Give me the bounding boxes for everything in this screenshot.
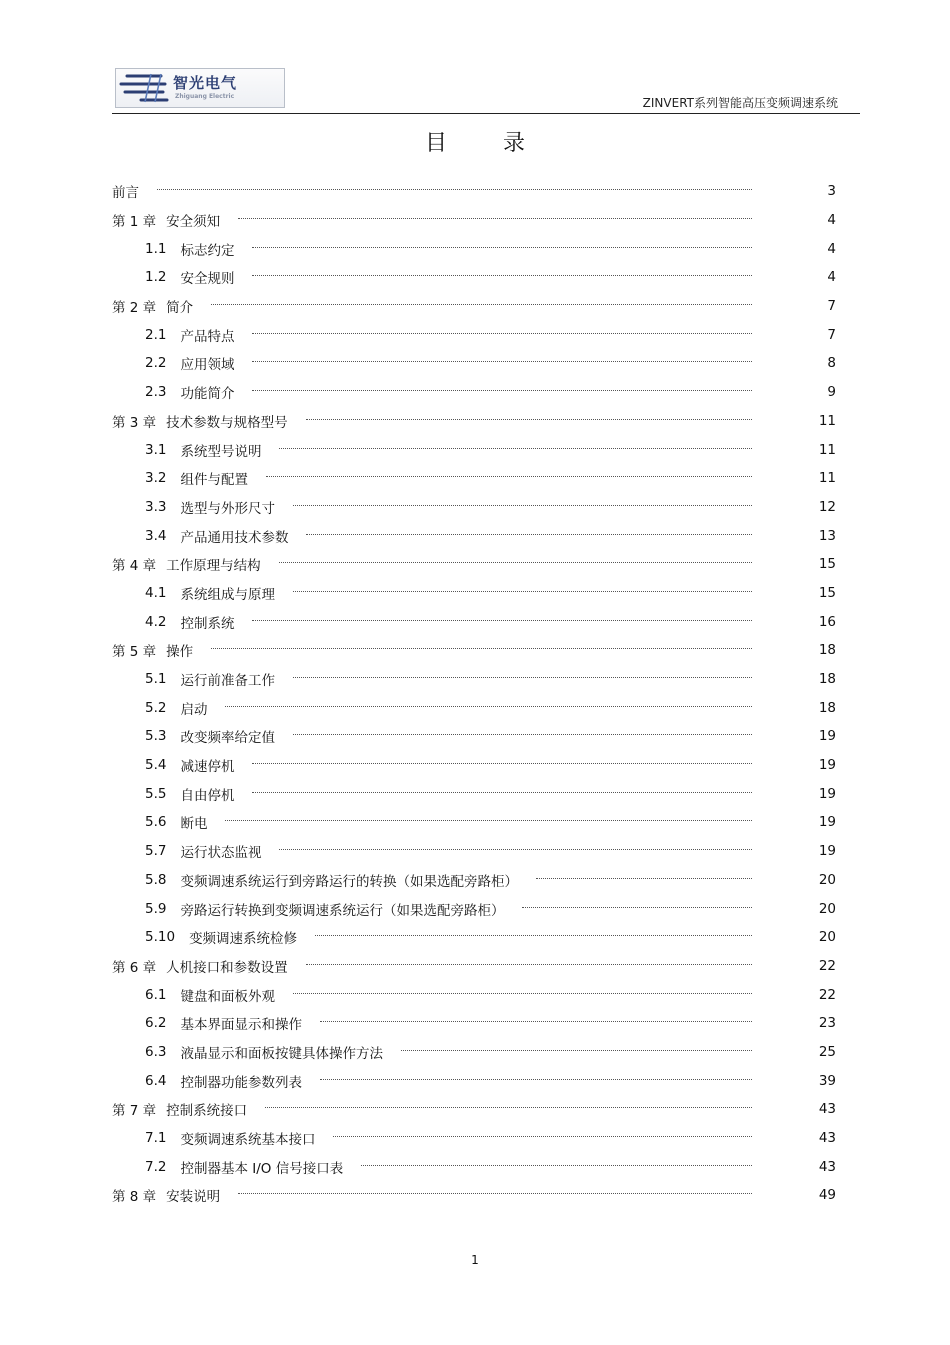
toc-entry-label: 简介 [166, 300, 194, 317]
toc-entry-label: 控制系统 [180, 615, 235, 632]
toc-entry[interactable] [112, 952, 836, 981]
toc-entry-label: 断电 [180, 816, 208, 833]
toc-entry-page: 20 [818, 929, 836, 946]
toc-dot-leader [279, 848, 752, 850]
toc-entry[interactable] [112, 866, 836, 895]
toc-entry-page: 7 [827, 326, 836, 343]
toc-entry[interactable] [112, 808, 836, 837]
toc-dot-leader [266, 475, 752, 477]
toc-entry-label: 基本界面显示和操作 [180, 1017, 302, 1034]
toc-entry-number: 3.2 [145, 470, 167, 487]
toc-entry-page: 22 [818, 986, 836, 1003]
toc-entry-label: 产品通用技术参数 [180, 529, 289, 546]
toc-entry[interactable] [112, 894, 836, 923]
toc-dot-leader [211, 647, 752, 649]
toc-entry-label: 运行状态监视 [180, 845, 262, 862]
toc-entry-page: 12 [818, 498, 836, 515]
toc-entry-page: 19 [818, 728, 836, 745]
toc-entry-page: 4 [827, 269, 836, 286]
toc-entry-number: 6.2 [145, 1015, 167, 1032]
toc-dot-leader [279, 447, 752, 449]
toc-entry[interactable] [112, 1181, 836, 1210]
toc-entry-page: 39 [818, 1072, 836, 1089]
toc-entry[interactable] [112, 493, 836, 522]
toc-entry[interactable] [112, 607, 836, 636]
toc-entry[interactable] [112, 779, 836, 808]
toc-entry[interactable] [112, 435, 836, 464]
toc-dot-leader [315, 934, 752, 936]
toc-entry-number: 7.2 [145, 1158, 167, 1175]
toc-entry-number: 2.2 [145, 355, 167, 372]
toc-entry-label: 液晶显示和面板按键具体操作方法 [180, 1045, 383, 1062]
table-of-contents [112, 177, 836, 1210]
toc-dot-leader [211, 303, 752, 305]
toc-entry[interactable] [112, 1124, 836, 1153]
toc-entry-number: 5.6 [145, 814, 167, 831]
toc-dot-leader [252, 332, 752, 334]
toc-entry-page: 13 [818, 527, 836, 544]
toc-entry[interactable] [112, 751, 836, 780]
toc-entry-page: 11 [818, 470, 836, 487]
toc-entry-page: 43 [818, 1130, 836, 1147]
toc-entry-page: 19 [818, 843, 836, 860]
toc-entry-label: 减速停机 [180, 759, 235, 776]
toc-entry-page: 15 [818, 584, 836, 601]
toc-entry-label: 功能简介 [180, 386, 235, 403]
toc-dot-leader [252, 389, 752, 391]
toc-entry[interactable] [112, 263, 836, 292]
toc-entry-number: 2.3 [145, 384, 167, 401]
toc-entry-number: 5.5 [145, 785, 167, 802]
toc-entry[interactable] [112, 206, 836, 235]
toc-entry[interactable] [112, 349, 836, 378]
toc-entry-label: 技术参数与规格型号 [166, 414, 288, 431]
toc-entry-number: 第 8 章 [112, 1189, 157, 1206]
toc-entry-label: 安全须知 [166, 214, 221, 231]
toc-entry-number: 第 2 章 [112, 300, 157, 317]
toc-entry-number: 3.1 [145, 441, 167, 458]
toc-entry[interactable] [112, 1009, 836, 1038]
toc-entry-number: 6.1 [145, 986, 167, 1003]
logo-company-name-en: Zhiguang Electric [175, 93, 235, 100]
toc-entry-label: 操作 [166, 644, 194, 661]
page-number: 1 [471, 1253, 479, 1267]
toc-entry-page: 4 [827, 212, 836, 229]
toc-dot-leader [225, 819, 752, 821]
logo-mark-icon [117, 70, 173, 104]
toc-entry-number: 5.9 [145, 900, 167, 917]
toc-entry[interactable] [112, 378, 836, 407]
toc-entry-page: 25 [818, 1043, 836, 1060]
toc-entry-label: 人机接口和参数设置 [166, 959, 288, 976]
toc-dot-leader [306, 418, 752, 420]
toc-dot-leader [238, 1192, 752, 1194]
toc-dot-leader [252, 791, 752, 793]
toc-dot-leader [401, 1049, 752, 1051]
toc-entry-number: 2.1 [145, 326, 167, 343]
toc-entry-page: 7 [827, 298, 836, 315]
company-logo [115, 68, 285, 108]
toc-entry[interactable] [112, 1095, 836, 1124]
toc-dot-leader [293, 992, 752, 994]
toc-entry-number: 第 6 章 [112, 959, 157, 976]
toc-entry-page: 18 [818, 671, 836, 688]
toc-entry-number: 第 1 章 [112, 214, 157, 231]
toc-entry[interactable] [112, 1066, 836, 1095]
toc-dot-leader [320, 1020, 752, 1022]
toc-entry-page: 18 [818, 642, 836, 659]
toc-dot-leader [293, 590, 752, 592]
toc-entry[interactable] [112, 1152, 836, 1181]
toc-dot-leader [522, 906, 752, 908]
toc-entry-number: 4.2 [145, 613, 167, 630]
toc-entry-label: 改变频率给定值 [180, 730, 275, 747]
toc-entry-page: 11 [818, 412, 836, 429]
toc-entry-page: 9 [827, 384, 836, 401]
toc-entry-page: 43 [818, 1158, 836, 1175]
toc-entry-label: 安全规则 [180, 271, 235, 288]
toc-entry-label: 标志约定 [180, 242, 235, 259]
toc-entry-label: 产品特点 [180, 328, 235, 345]
toc-entry-page: 43 [818, 1101, 836, 1118]
toc-dot-leader [361, 1164, 752, 1166]
toc-entry[interactable] [112, 320, 836, 349]
toc-entry[interactable] [112, 923, 836, 952]
toc-dot-leader [293, 676, 752, 678]
toc-entry-page: 11 [818, 441, 836, 458]
toc-heading: 目录 [424, 131, 581, 156]
toc-entry-label: 变频调速系统检修 [189, 931, 298, 948]
toc-entry[interactable] [112, 407, 836, 436]
toc-entry-label: 控制系统接口 [166, 1103, 248, 1120]
toc-entry-number: 6.3 [145, 1043, 167, 1060]
toc-entry-page: 20 [818, 871, 836, 888]
toc-entry[interactable] [112, 722, 836, 751]
toc-entry-label: 选型与外形尺寸 [180, 500, 275, 517]
toc-entry-label: 前言 [112, 185, 139, 202]
toc-entry-number: 第 4 章 [112, 558, 157, 575]
toc-entry-number: 3.4 [145, 527, 167, 544]
toc-entry[interactable] [112, 234, 836, 263]
toc-entry-page: 19 [818, 814, 836, 831]
toc-entry-label: 控制器基本 I/O 信号接口表 [180, 1160, 344, 1177]
toc-entry-number: 7.1 [145, 1130, 167, 1147]
toc-dot-leader [536, 877, 752, 879]
toc-entry[interactable] [112, 579, 836, 608]
toc-entry-page: 4 [827, 240, 836, 257]
toc-entry[interactable] [112, 636, 836, 665]
toc-entry-label: 变频调速系统基本接口 [180, 1132, 316, 1149]
toc-entry-page: 23 [818, 1015, 836, 1032]
toc-dot-leader [293, 733, 752, 735]
toc-entry[interactable] [112, 665, 836, 694]
toc-dot-leader [252, 246, 752, 248]
toc-entry-number: 第 7 章 [112, 1103, 157, 1120]
toc-entry[interactable] [112, 693, 836, 722]
toc-entry-page: 19 [818, 785, 836, 802]
header-divider [112, 113, 860, 114]
toc-dot-leader [279, 561, 752, 563]
toc-entry-label: 系统组成与原理 [180, 586, 275, 603]
toc-dot-leader [306, 963, 752, 965]
toc-dot-leader [252, 274, 752, 276]
toc-entry-number: 第 3 章 [112, 414, 157, 431]
toc-dot-leader [157, 188, 752, 190]
toc-entry[interactable] [112, 292, 836, 321]
toc-entry-number: 5.8 [145, 871, 167, 888]
toc-dot-leader [238, 217, 752, 219]
toc-entry[interactable] [112, 464, 836, 493]
toc-dot-leader [252, 360, 752, 362]
logo-company-name-cn: 智光电气 [173, 74, 238, 92]
toc-entry-number: 1.2 [145, 269, 167, 286]
toc-entry-number: 4.1 [145, 584, 167, 601]
toc-entry-page: 49 [818, 1187, 836, 1204]
toc-entry-label: 组件与配置 [180, 472, 248, 489]
toc-entry-number: 6.4 [145, 1072, 167, 1089]
toc-entry[interactable] [112, 177, 836, 206]
toc-entry-number: 5.1 [145, 671, 167, 688]
toc-entry-number: 第 5 章 [112, 644, 157, 661]
toc-entry-label: 变频调速系统运行到旁路运行的转换（如果选配旁路柜） [180, 873, 518, 890]
toc-dot-leader [293, 504, 752, 506]
toc-dot-leader [306, 533, 752, 535]
toc-entry-number: 5.10 [145, 929, 176, 946]
toc-dot-leader [333, 1135, 752, 1137]
toc-entry[interactable] [112, 521, 836, 550]
toc-dot-leader [320, 1078, 752, 1080]
toc-entry-label: 键盘和面板外观 [180, 988, 275, 1005]
toc-entry-label: 安装说明 [166, 1189, 221, 1206]
toc-entry-label: 旁路运行转换到变频调速系统运行（如果选配旁路柜） [180, 902, 505, 919]
toc-entry-page: 18 [818, 699, 836, 716]
toc-entry-page: 19 [818, 757, 836, 774]
toc-entry-number: 5.4 [145, 757, 167, 774]
document-title: ZINVERT系列智能高压变频调速系统 [642, 96, 838, 110]
toc-entry-number: 5.3 [145, 728, 167, 745]
toc-dot-leader [225, 705, 752, 707]
toc-entry-label: 应用领域 [180, 357, 235, 374]
toc-entry-page: 20 [818, 900, 836, 917]
toc-entry-label: 自由停机 [180, 787, 235, 804]
toc-entry-page: 8 [827, 355, 836, 372]
toc-entry[interactable] [112, 837, 836, 866]
toc-entry-number: 5.2 [145, 699, 167, 716]
toc-entry-label: 启动 [180, 701, 208, 718]
toc-entry-page: 15 [818, 556, 836, 573]
toc-dot-leader [252, 762, 752, 764]
toc-entry-number: 5.7 [145, 843, 167, 860]
toc-entry-number: 3.3 [145, 498, 167, 515]
toc-entry-label: 工作原理与结构 [166, 558, 261, 575]
toc-entry-page: 16 [818, 613, 836, 630]
toc-entry-page: 22 [818, 957, 836, 974]
toc-entry[interactable] [112, 1038, 836, 1067]
toc-dot-leader [252, 619, 752, 621]
toc-entry-label: 控制器功能参数列表 [180, 1074, 302, 1091]
toc-entry[interactable] [112, 550, 836, 579]
toc-entry-page: 3 [827, 183, 836, 200]
toc-entry[interactable] [112, 980, 836, 1009]
toc-entry-label: 运行前准备工作 [180, 673, 275, 690]
toc-dot-leader [265, 1106, 752, 1108]
toc-entry-number: 1.1 [145, 240, 167, 257]
toc-entry-label: 系统型号说明 [180, 443, 262, 460]
